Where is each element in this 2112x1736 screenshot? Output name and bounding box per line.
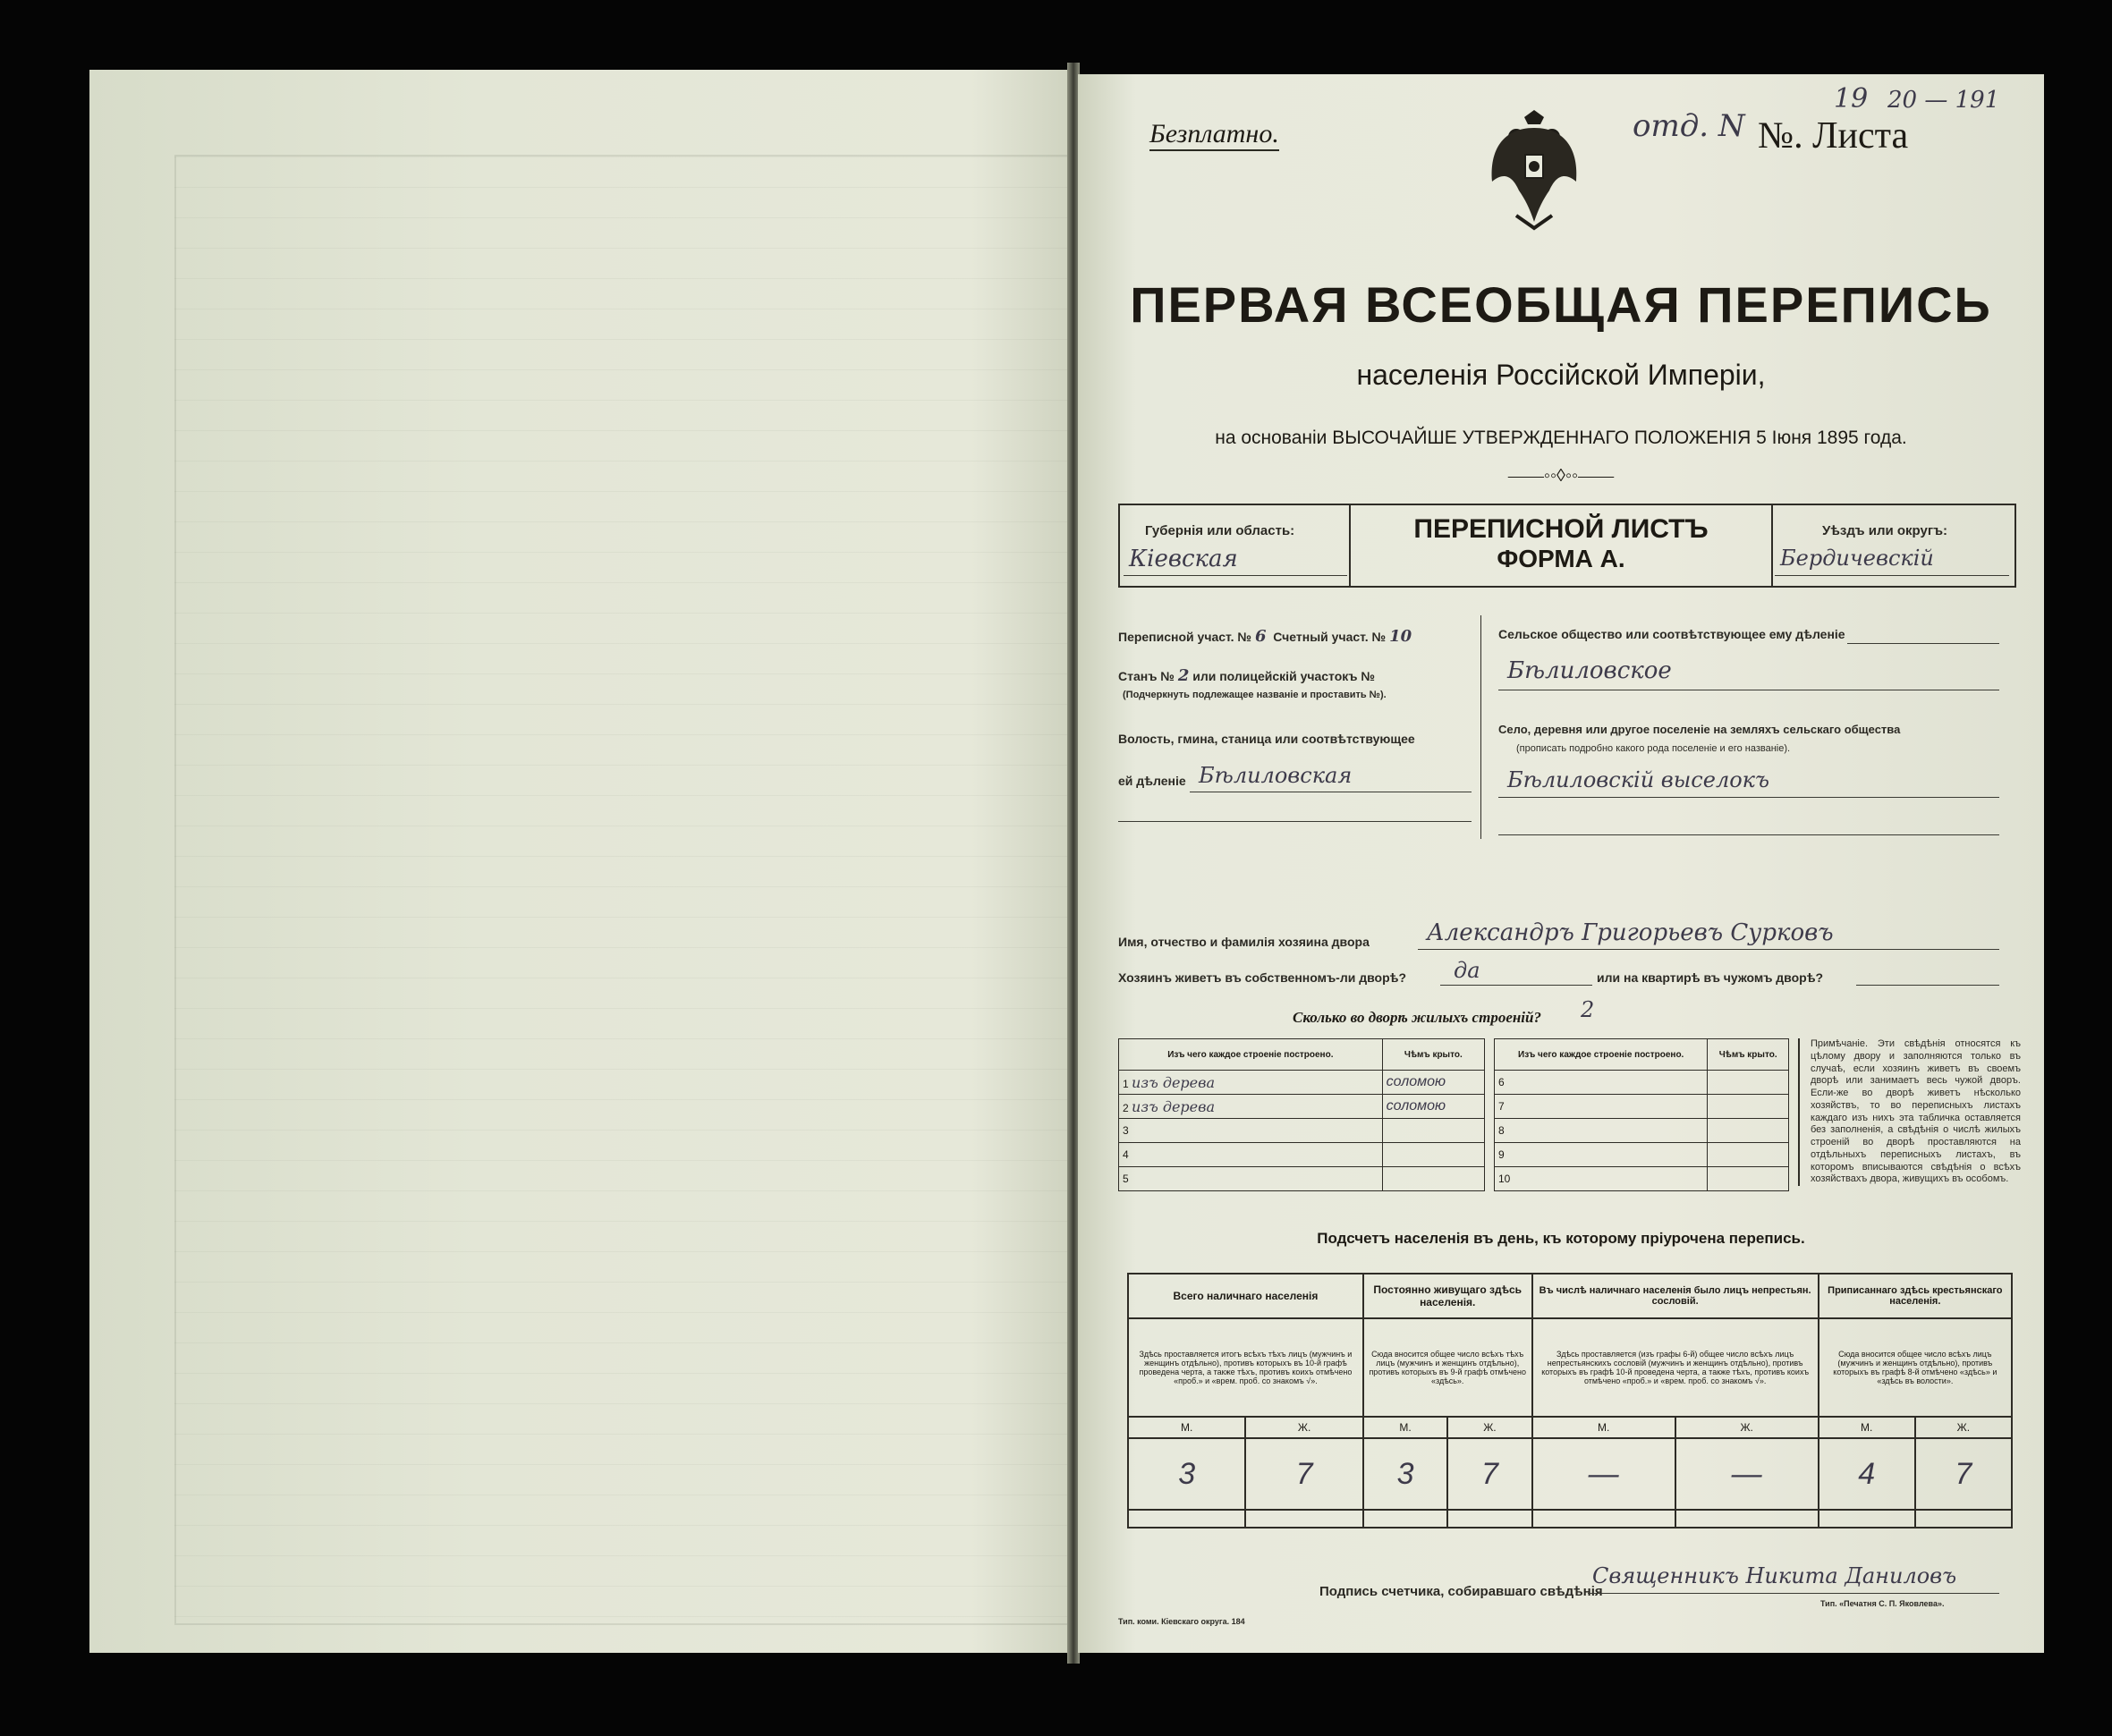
- printer-right: Тип. «Печатня С. П. Яковлева».: [1820, 1599, 1945, 1608]
- roof-value: соломою: [1382, 1071, 1484, 1095]
- form-subtitle: ФОРМА А.: [1497, 545, 1625, 572]
- signature-value: Священникъ Никита Даниловъ: [1592, 1563, 1957, 1588]
- pop-value: 4: [1819, 1438, 1915, 1510]
- remark-note: Примѣчаніе. Эти свѣдѣнія относятся къ цѣлому двору и заполняются только въ случаѣ, если хозяинъ живетъ въ своемъ дворѣ или занимаетъ весь чужой дворъ. Если-же во дворѣ живетъ нѣсколько хозяйствъ, то во переписныхъ листахъ каждаго изъ нихъ эта табличка оставляется без заполненія, а свѣдѣнія о числѣ жилыхъ строеній во дворѣ проставляются на отдѣльныхъ переписныхъ листахъ, въ которомъ вписываются свѣдѣнія о всѣхъ хозяйствахъ двора, живущихъ въ особомъ.: [1798, 1038, 2021, 1186]
- buildings-count: 2: [1581, 997, 1595, 1022]
- left-fields: [1118, 620, 1472, 915]
- right-fields: [1498, 620, 1999, 888]
- male-header: М.: [1819, 1417, 1915, 1438]
- camp-text: Станъ №: [1118, 669, 1175, 683]
- owner-lives-label: Хозяинъ живетъ въ собственномъ-ли дворѣ?: [1118, 970, 1407, 985]
- pop-value: —: [1675, 1438, 1819, 1510]
- left-page: [89, 70, 1069, 1653]
- sheet-label: №. Листа: [1758, 115, 1909, 157]
- village-label: Село, деревня или другое поселеніе на земляхъ сельскаго общества: [1498, 723, 1901, 736]
- printer-left: Тип. коми. Кіевскаго округа. 184: [1118, 1617, 1245, 1626]
- ornament-divider: ——◦◦◊◦◦——: [1507, 466, 1615, 486]
- census-subtitle: населенія Россійской Имперіи,: [1356, 359, 1766, 391]
- row-number: 5: [1119, 1167, 1383, 1191]
- table-row: [1119, 1167, 1485, 1191]
- society-value: Бѣлиловское: [1507, 657, 1672, 684]
- pop-col-note: Сюда вносится общее число всѣхъ тѣхъ лицъ (мужчинъ и женщинъ отдѣльно), противъ которыхъ въ 9-й графѣ отмѣчено «здѣсь».: [1363, 1318, 1532, 1417]
- female-header: Ж.: [1915, 1417, 2012, 1438]
- society-label: Сельское общество или соотвѣтствующее ему дѣленіе: [1498, 627, 1845, 641]
- pop-value: 3: [1128, 1438, 1245, 1510]
- camp-label: [1118, 666, 1375, 687]
- camp-hw: 2: [1177, 666, 1190, 685]
- owner-lives-value: да: [1454, 958, 1480, 983]
- owner-lives-alt: или на квартирѣ въ чужомъ дворѣ?: [1597, 970, 1824, 985]
- row-number: 4: [1119, 1143, 1383, 1167]
- census-main-title: ПЕРВАЯ ВСЕОБЩАЯ ПЕРЕПИСЬ: [1130, 276, 1992, 333]
- table-row: [1495, 1119, 1789, 1143]
- male-header: М.: [1532, 1417, 1675, 1438]
- roof-header: Чѣмъ крыто.: [1382, 1039, 1484, 1071]
- count-area-hw: 10: [1389, 627, 1412, 646]
- census-area-text: Переписной участ. №: [1118, 630, 1252, 644]
- material-value: изъ дерева: [1132, 1073, 1215, 1091]
- row-number: 2: [1123, 1101, 1129, 1114]
- pop-value: 7: [1245, 1438, 1362, 1510]
- underline-note: (Подчеркнуть подлежащее названіе и проставить №).: [1123, 690, 1387, 700]
- census-area-hw: 6: [1254, 627, 1267, 646]
- volost-label: Волость, гмина, станица или соотвѣтствующее: [1118, 732, 1415, 746]
- table-row: [1495, 1071, 1789, 1095]
- table-row: [1119, 1119, 1485, 1143]
- police-text: или полицейскій участокъ №: [1192, 669, 1375, 683]
- material-value: изъ дерева: [1132, 1097, 1215, 1115]
- pop-col-head: Постоянно живущаго здѣсь населенія.: [1363, 1274, 1532, 1318]
- count-area-text: Счетный участ. №: [1273, 630, 1387, 644]
- pop-col-note: Сюда вносится общее число всѣхъ лицъ (мужчинъ и женщинъ отдѣльно), противъ которыхъ въ графѣ 8-й отмѣчено «здѣсь» и «здѣсь въ волости».: [1819, 1318, 2012, 1417]
- table-row: [1495, 1167, 1789, 1191]
- form-header-box: [1118, 504, 2016, 588]
- pop-col-note: Здѣсь проставляется итогъ всѣхъ тѣхъ лицъ (мужчинъ и женщинъ отдѣльно), противъ которыхъ въ 10-й графѣ проведена черта, а также тѣхъ, противъ коихъ отмѣчено «проб.» и «врем. проб. со знакомъ √».: [1128, 1318, 1363, 1417]
- pop-value: 3: [1363, 1438, 1447, 1510]
- table-row: [1495, 1143, 1789, 1167]
- male-header: М.: [1128, 1417, 1245, 1438]
- row-number: 10: [1495, 1167, 1708, 1191]
- material-header: Изъ чего каждое строеніе построено.: [1119, 1039, 1383, 1071]
- province-label: Губернія или область:: [1145, 523, 1295, 538]
- sheet-number-handwriting: 19: [1834, 83, 1869, 114]
- division-label: ей дѣленіе: [1118, 774, 1186, 788]
- row-number: 7: [1495, 1095, 1708, 1119]
- row-number: 6: [1495, 1071, 1708, 1095]
- volost-value: Бѣлиловская: [1199, 763, 1353, 788]
- census-form-page: [1078, 74, 2044, 1653]
- female-header: Ж.: [1447, 1417, 1531, 1438]
- census-basis: на основаніи ВЫСОЧАЙШЕ УТВЕРЖДЕННАГО ПОЛОЖЕНІЯ 5 Іюня 1895 года.: [1215, 428, 1907, 448]
- row-number: 3: [1119, 1119, 1383, 1143]
- roof-value: соломою: [1382, 1095, 1484, 1119]
- table-row: [1119, 1095, 1485, 1119]
- field-divider: [1480, 615, 1481, 839]
- sheet-prefix-handwriting: отд. N: [1633, 108, 1745, 144]
- pop-value: 7: [1447, 1438, 1531, 1510]
- female-header: Ж.: [1675, 1417, 1819, 1438]
- roof-header: Чѣмъ крыто.: [1708, 1039, 1789, 1071]
- pop-col-note: Здѣсь проставляется (изъ графы 6-й) общее число всѣхъ лицъ непрестьянскихъ сословій (мужчинъ и женщинъ отдѣльно), противъ которыхъ въ графѣ 10-й проведена черта, а также тѣхъ, противъ коихъ отмѣчено «проб.» и «врем. проб. со знакомъ √».: [1532, 1318, 1819, 1417]
- imperial-eagle-emblem: [1485, 110, 1583, 231]
- pop-col-head: Всего наличнаго населенія: [1128, 1274, 1363, 1318]
- table-row: [1119, 1143, 1485, 1167]
- material-header: Изъ чего каждое строеніе построено.: [1495, 1039, 1708, 1071]
- census-area-label: [1118, 627, 1412, 648]
- owner-label: Имя, отчество и фамилія хозяина двора: [1118, 935, 1370, 949]
- district-value: Бердичевскій: [1780, 546, 1934, 571]
- village-value: Бѣлиловскій выселокъ: [1507, 767, 1770, 792]
- table-row: [1495, 1095, 1789, 1119]
- sheet-corner-handwriting: 20 — 191: [1887, 87, 2000, 114]
- pop-value: 7: [1915, 1438, 2012, 1510]
- bleed-through-grid: [174, 155, 1073, 1625]
- district-label: Уѣздъ или округъ:: [1822, 523, 1948, 538]
- female-header: Ж.: [1245, 1417, 1362, 1438]
- owner-value: Александръ Григорьевъ Сурковъ: [1427, 919, 1834, 946]
- male-header: М.: [1363, 1417, 1447, 1438]
- pop-value: —: [1532, 1438, 1675, 1510]
- population-table: [1127, 1273, 2013, 1529]
- signature-label: Подпись счетчика, собиравшаго свѣдѣнія: [1319, 1584, 1603, 1599]
- row-number: 9: [1495, 1143, 1708, 1167]
- pop-col-head: Въ числѣ наличнаго населенія было лицъ непрестьян. сословій.: [1532, 1274, 1819, 1318]
- row-number: 1: [1123, 1077, 1129, 1090]
- province-value: Кіевская: [1129, 546, 1238, 572]
- table-row: [1119, 1071, 1485, 1095]
- population-heading: Подсчетъ населенія въ день, къ которому пріурочена перепись.: [1317, 1230, 1805, 1247]
- village-note: (прописать подробно какого рода поселеніе и его названіе).: [1516, 743, 1791, 754]
- form-title: ПЕРЕПИСНОЙ ЛИСТЪ: [1413, 514, 1709, 544]
- row-number: 8: [1495, 1119, 1708, 1143]
- form-title-block: [1349, 505, 1773, 586]
- buildings-label: Сколько во дворѣ жилыхъ строеній?: [1293, 1009, 1541, 1026]
- pop-col-head: Приписаннаго здѣсь крестьянскаго населенія.: [1819, 1274, 2012, 1318]
- free-label: Безплатно.: [1149, 119, 1279, 151]
- buildings-table-left: [1118, 1038, 1485, 1191]
- buildings-table-right: [1494, 1038, 1789, 1191]
